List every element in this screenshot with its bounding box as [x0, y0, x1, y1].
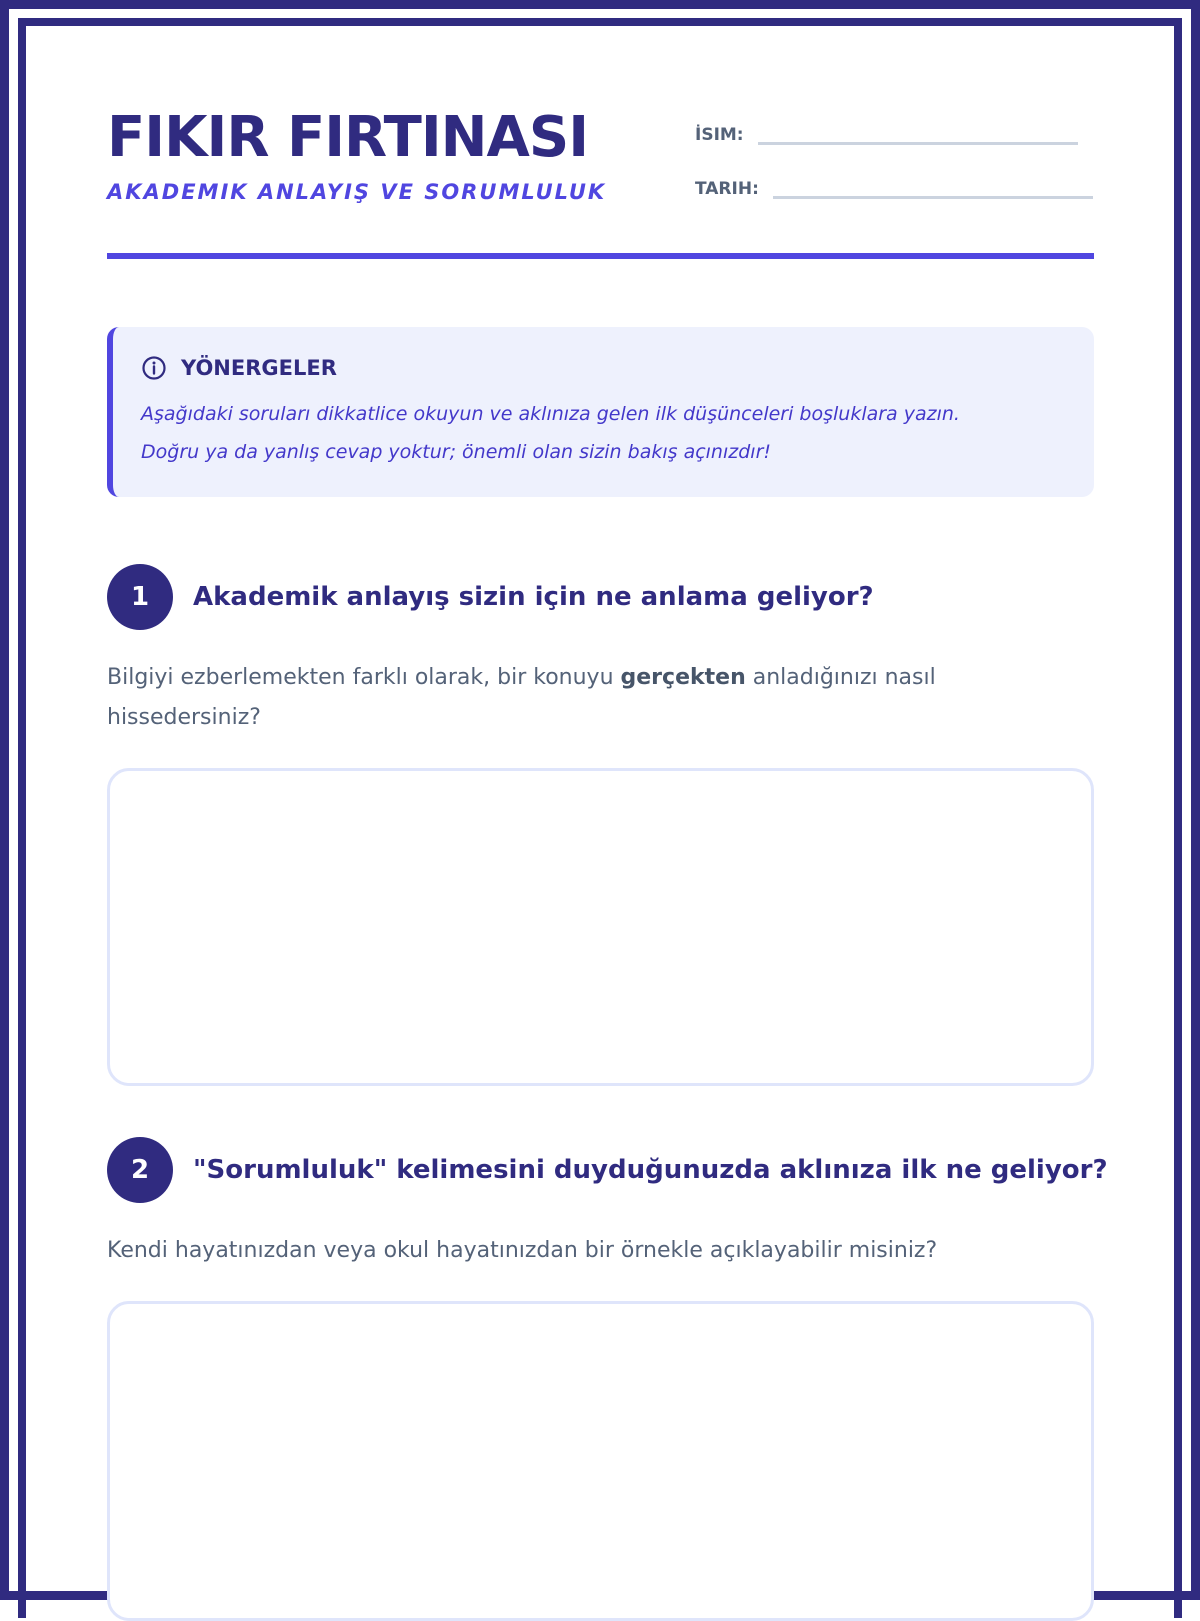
instructions-heading — [141, 353, 1064, 383]
question-2 — [107, 1137, 1108, 1621]
worksheet-header — [107, 100, 1094, 260]
name-field — [695, 122, 1078, 145]
worksheet-subtitle: AKADEMIK ANLAYIŞ VE SORUMLULUK — [107, 180, 607, 204]
question-2-number-badge: 2 — [107, 1137, 173, 1203]
question-1-title: Akademik anlayış sizin için ne anlama geliyor? — [193, 582, 874, 612]
question-1 — [107, 564, 1094, 1086]
question-1-desc-part: anladığınızı nasıl hissedersiniz? — [107, 665, 936, 730]
instructions-line-1: Aşağıdaki soruları dikkatlice okuyun ve aklınıza gelen ilk düşünceleri boşluklara yazın. — [141, 403, 960, 425]
question-1-answer-box[interactable] — [107, 768, 1094, 1086]
header-divider — [107, 253, 1094, 259]
instructions-text — [141, 395, 1064, 471]
instructions-panel — [107, 327, 1094, 497]
info-icon — [141, 355, 167, 381]
name-input-line[interactable] — [758, 122, 1078, 145]
question-1-description — [107, 658, 1007, 738]
instructions-line-2: Doğru ya da yanlış cevap yoktur; önemli olan sizin bakış açınızdır! — [141, 441, 771, 463]
question-2-description: Kendi hayatınızdan veya okul hayatınızdan bir örnekle açıklayabilir misiniz? — [107, 1238, 938, 1263]
date-field — [695, 176, 1093, 199]
name-label: İSIM: — [695, 125, 744, 145]
question-1-number-badge: 1 — [107, 564, 173, 630]
question-2-answer-box[interactable] — [107, 1301, 1094, 1621]
question-2-title: "Sorumluluk" kelimesini duyduğunuzda aklınıza ilk ne geliyor? — [193, 1155, 1108, 1185]
question-2-heading — [107, 1137, 1108, 1203]
question-1-desc-emphasis: gerçekten — [620, 665, 746, 690]
date-label: TARIH: — [695, 179, 759, 199]
date-input-line[interactable] — [773, 176, 1093, 199]
worksheet-title: FIKIR FIRTINASI — [107, 105, 589, 170]
instructions-title: YÖNERGELER — [181, 356, 337, 380]
question-1-desc-part: Bilgiyi ezberlemekten farklı olarak, bir konuyu — [107, 665, 621, 690]
question-1-heading — [107, 564, 1094, 630]
